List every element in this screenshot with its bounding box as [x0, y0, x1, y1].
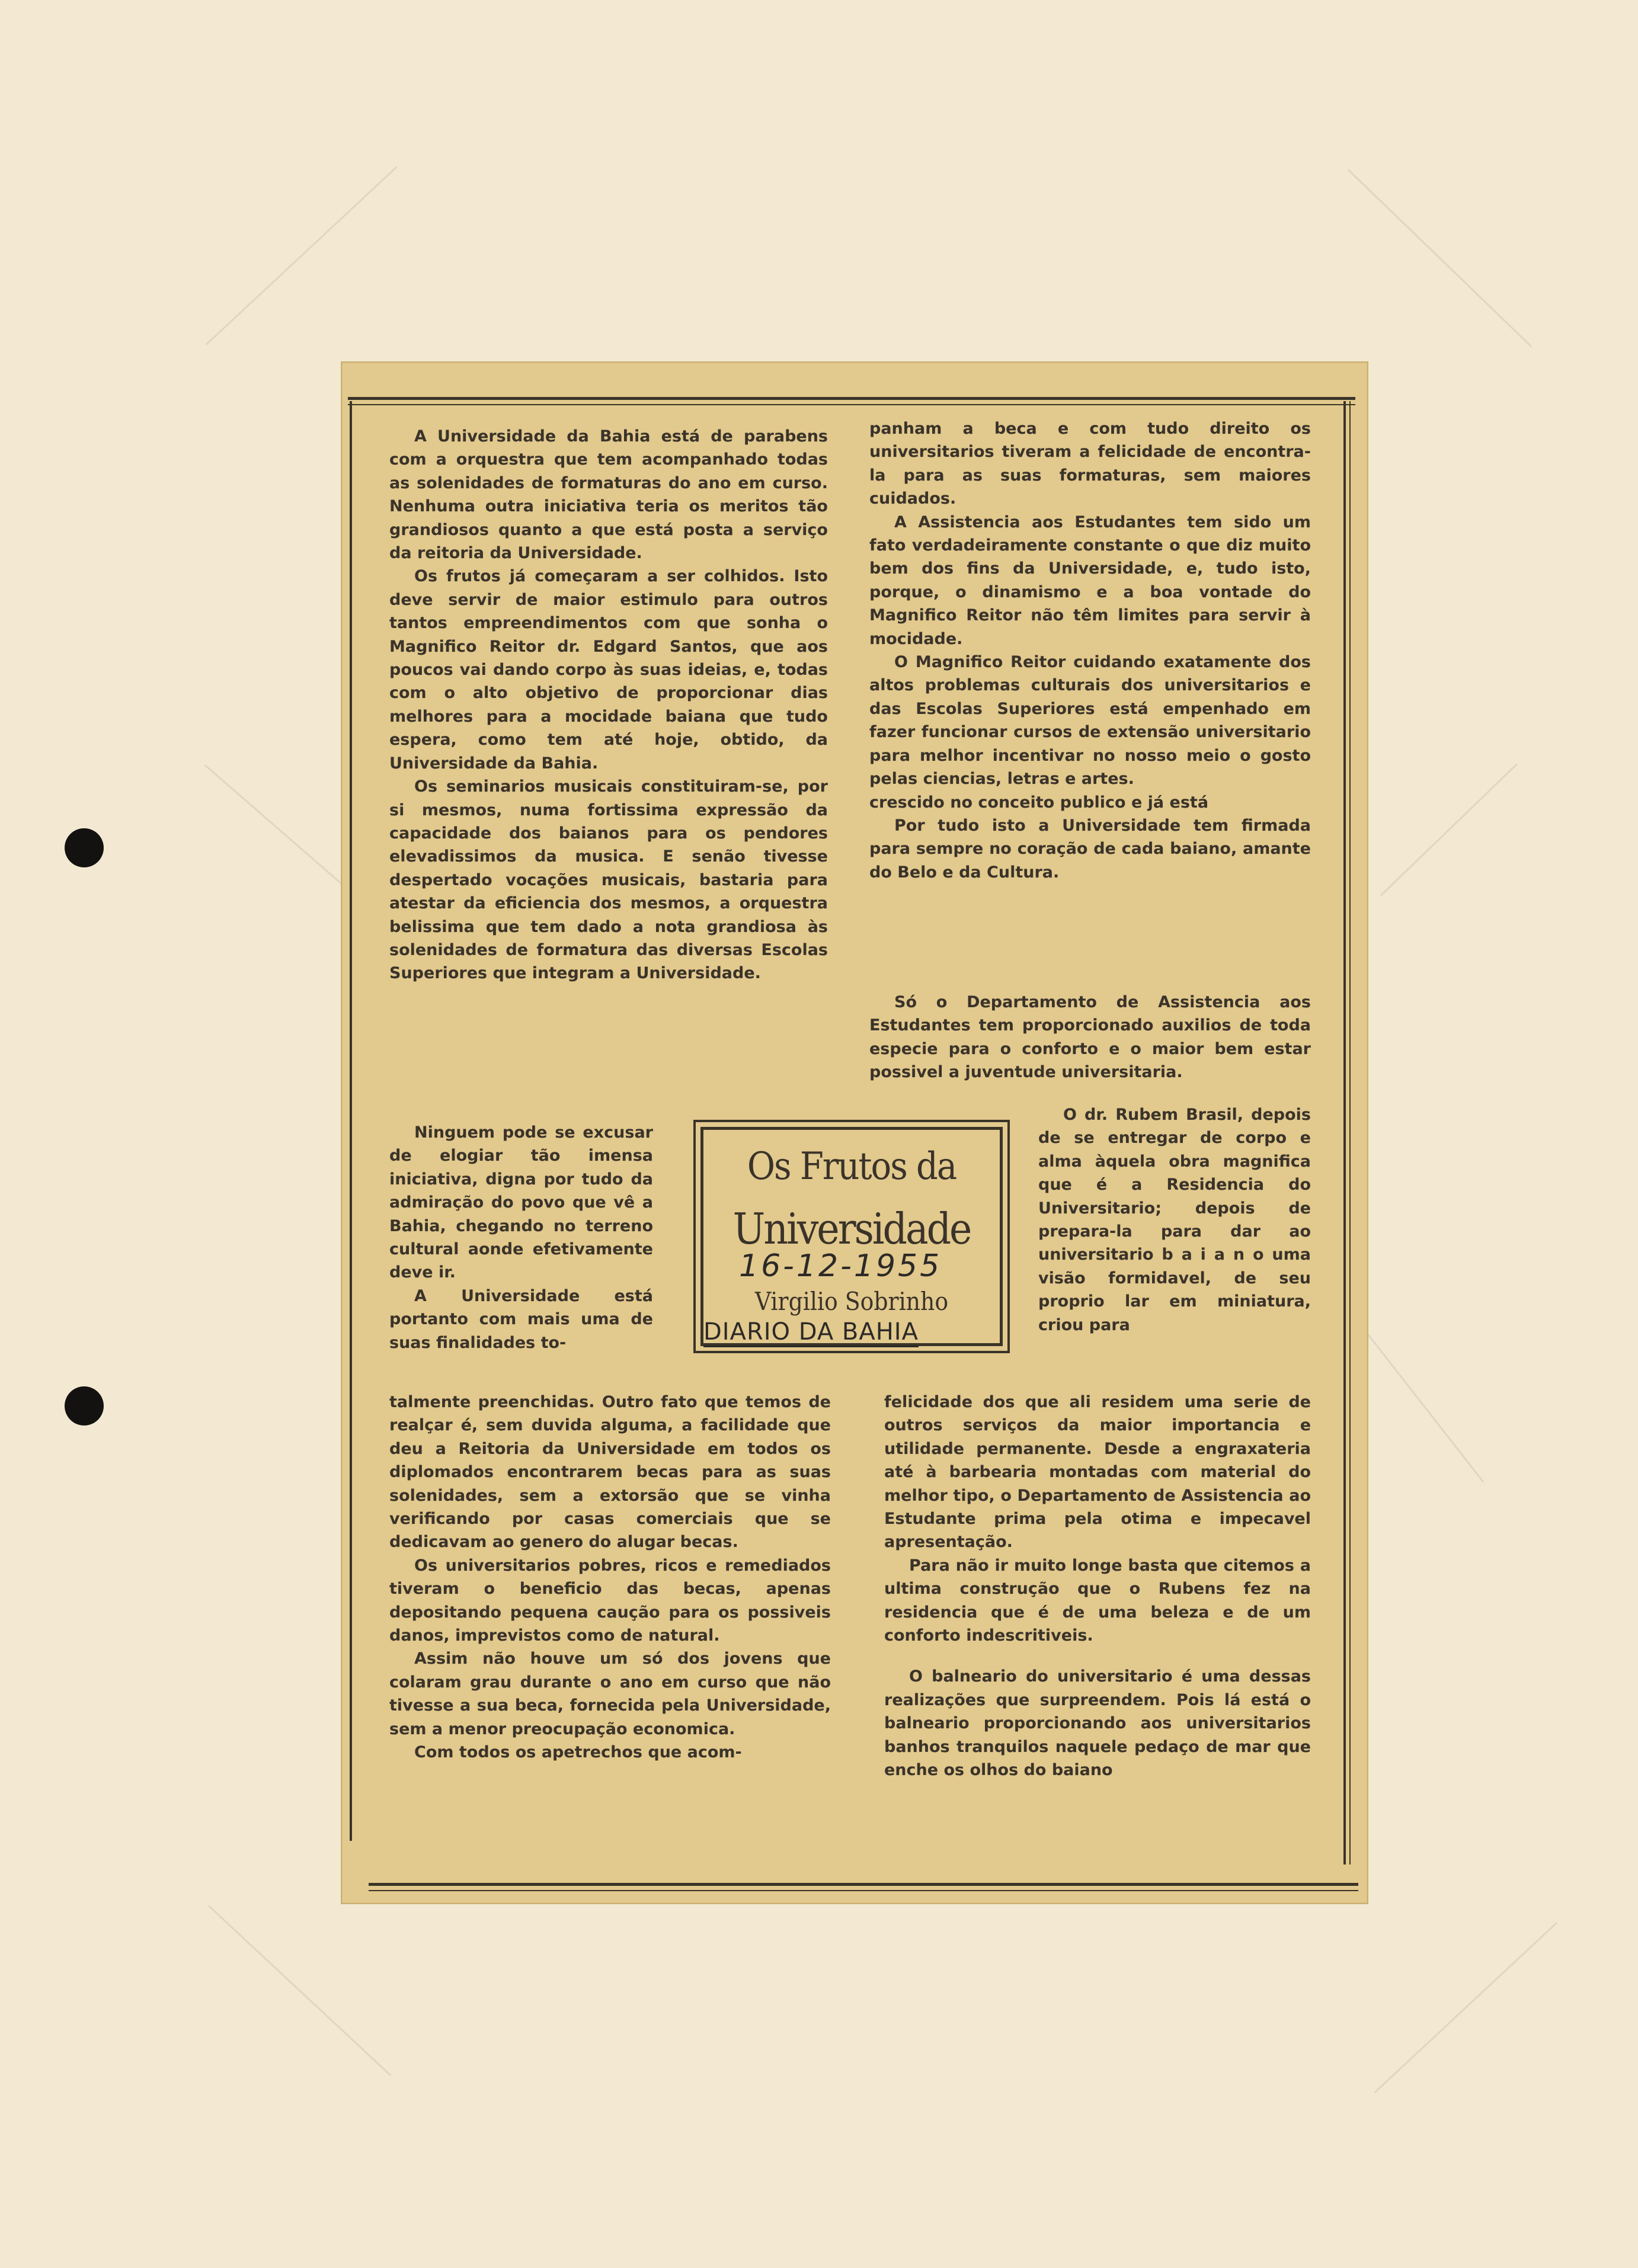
- right-column-upper: [869, 417, 1311, 884]
- top-rule-thin: [348, 404, 1355, 405]
- corner-mark-mid-right: [1380, 763, 1518, 896]
- right-column-middle: [869, 991, 1311, 1084]
- paragraph: Com todos os apetrechos que acom-: [414, 1743, 742, 1762]
- paragraph: Só o Departamento de Assistencia aos Estudantes tem proporcionado auxilios de toda especie para o conforto e o maior bem estar possivel a juventude universitaria.: [869, 993, 1311, 1082]
- right-rule: [1343, 401, 1346, 1865]
- paragraph: crescido no conceito publico e já está: [869, 793, 1209, 812]
- top-rule: [348, 397, 1355, 400]
- right-column-lower: [884, 1391, 1311, 1782]
- binder-hole-bottom: [65, 1386, 104, 1425]
- paragraph: A Universidade da Bahia está de parabens com a orquestra que tem acompanhado todas as solenidades de formaturas do ano em curso. Nenhuma outra iniciativa teria os meritos tão grandiosos quanto a que está posta a serviço da reitoria da Universidade.: [389, 427, 828, 563]
- left-column-lower: [389, 1391, 831, 1764]
- corner-mark-bottom-right: [1374, 1922, 1557, 2093]
- handwritten-source: DIARIO DA BAHIA: [703, 1318, 919, 1347]
- corner-mark-lower-right: [1362, 1328, 1485, 1483]
- bottom-rule-thin: [369, 1890, 1358, 1891]
- right-rule-thin: [1349, 401, 1351, 1865]
- corner-mark-top-right: [1348, 169, 1532, 347]
- paragraph: Ninguem pode se excusar de elogiar tão imensa iniciativa, digna por tudo da admiração do povo que vê a Bahia, chegando no terreno cultural aonde efetivamente deve ir.: [389, 1123, 653, 1282]
- headline-line-2: Universidade: [732, 1204, 971, 1254]
- corner-mark-bottom-left: [208, 1905, 391, 2076]
- paragraph: felicidade dos que ali residem uma serie de outros serviços da maior importancia e utilidade permanente. Desde a engraxateria até à barbearia montadas com material do melhor tipo, o Departamento de Assistencia ao Estudante prima pela otima e impecavel apresentação.: [884, 1393, 1311, 1552]
- paragraph: panham a beca e com tudo direito os universitarios tiveram a felicidade de encontra-la para as suas formaturas, sem maiores cuidados.: [869, 419, 1311, 508]
- newspaper-clipping: [341, 361, 1368, 1904]
- corner-mark-top-left: [206, 166, 398, 345]
- paragraph: O dr. Rubem Brasil, depois de se entregar de corpo e alma àquela obra magnifica que é a Residencia do Universitario; depois de prepara-la para dar ao universitario b a i a n o uma visão formidavel, de seu proprio lar em miniatura, criou para: [1038, 1106, 1311, 1334]
- paragraph: Para não ir muito longe basta que citemos a ultima construção que o Rubens fez na residencia que é de uma beleza e de um conforto indescritiveis.: [884, 1556, 1311, 1645]
- binder-hole-top: [65, 828, 104, 867]
- paragraph: Por tudo isto a Universidade tem firmada para sempre no coração de cada baiano, amante do Belo e da Cultura.: [869, 816, 1311, 882]
- paragraph: Assim não houve um só dos jovens que colaram grau durante o ano em curso que não tivesse a sua beca, fornecida pela Universidade, sem a menor preocupação economica.: [389, 1649, 831, 1738]
- bottom-rule: [369, 1883, 1358, 1886]
- headline-line-1: Os Frutos da: [747, 1145, 956, 1189]
- paragraph: A Universidade está portanto com mais uma de suas finalidades to-: [389, 1286, 653, 1352]
- left-column-narrow: [389, 1121, 653, 1354]
- paragraph: A Assistencia aos Estudantes tem sido um fato verdadeiramente constante o que diz muito bem dos fins da Universidade, e, tudo isto, porque, o dinamismo e a boa vontade do Magnifico Reitor não têm limites para servir à mocidade.: [869, 512, 1311, 648]
- paragraph: talmente preenchidas. Outro fato que temos de realçar é, sem duvida alguma, a facilidade que deu a Reitoria da Universidade em todos os diplomados encontrarem becas para as suas solenidades, sem a extorsão que se vinha verificando por casas comerciais que se dedicavam ao genero do alugar becas.: [389, 1393, 831, 1552]
- handwritten-date: 16-12-1955: [739, 1248, 942, 1284]
- left-column-upper: [389, 425, 828, 985]
- paragraph: Os seminarios musicais constituiram-se, por si mesmos, numa fortissima expressão da capacidade dos baianos para os pendores elevadissimos da musica. E senão tivesse despertado vocações musicais, bastaria para atestar da eficiencia dos mesmos, a orquestra belissima que tem dado a nota grandiosa às solenidades de formatura das diversas Escolas Superiores que integram a Universidade.: [389, 777, 828, 983]
- headline-box: [700, 1127, 1003, 1346]
- left-rule: [350, 401, 352, 1841]
- byline: Virgilio Sobrinho: [754, 1287, 949, 1316]
- right-column-narrow: [1038, 1103, 1311, 1337]
- paragraph: Os frutos já começaram a ser colhidos. Isto deve servir de maior estimulo para outros tantos empreendimentos com que sonha o Magnifico Reitor dr. Edgard Santos, que aos poucos vai dando corpo às suas ideias, e, todas com o alto objetivo de proporcionar dias melhores para a mocidade baiana que tudo espera, como tem até hoje, obtido, da Universidade da Bahia.: [389, 567, 828, 773]
- paragraph: O balneario do universitario é uma dessas realizações que surpreendem. Pois lá está o balneario proporcionando aos universitarios banhos tranquilos naquele pedaço de mar que enche os olhos do baiano: [884, 1667, 1311, 1780]
- paragraph: O Magnifico Reitor cuidando exatamente dos altos problemas culturais dos universitarios e das Escolas Superiores está empenhado em fazer funcionar cursos de extensão universitario para melhor incentivar no nosso meio o gosto pelas ciencias, letras e artes.: [869, 653, 1311, 789]
- paragraph: Os universitarios pobres, ricos e remediados tiveram o beneficio das becas, apenas depositando pequena caução para os possiveis danos, imprevistos como de natural.: [389, 1556, 831, 1645]
